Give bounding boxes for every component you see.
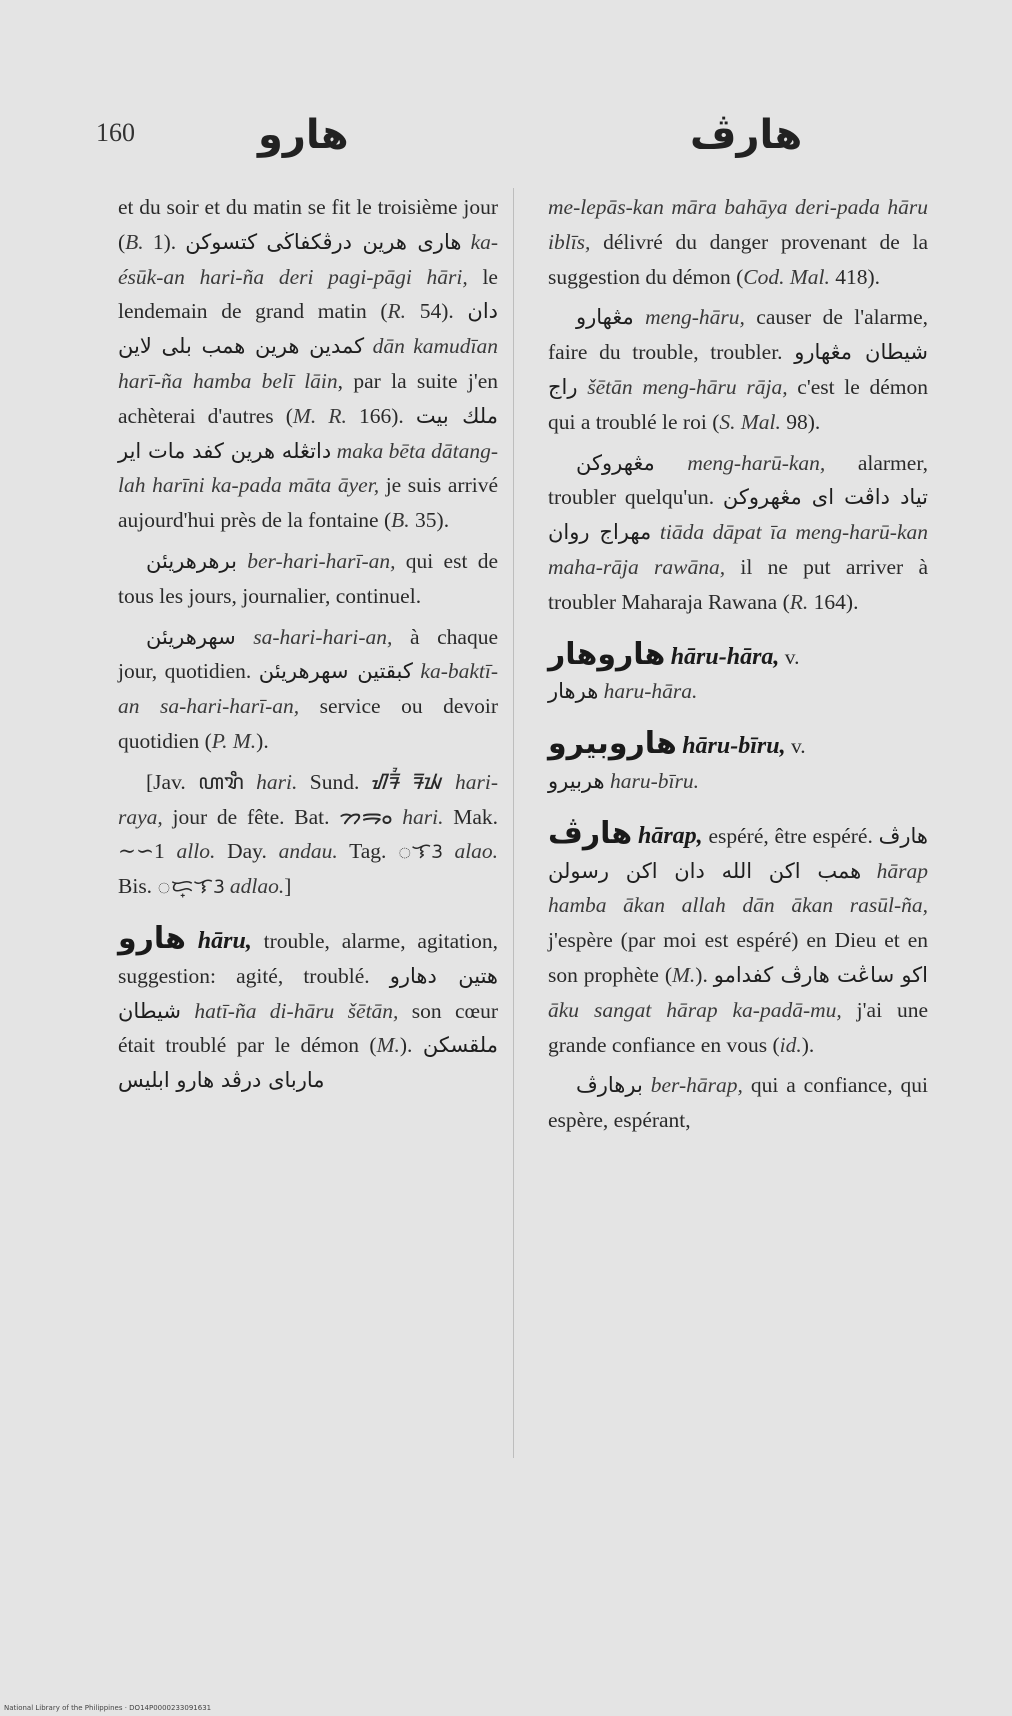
arabic-text: هارڤ همب اكن الله دان اكن رسولن <box>548 823 929 883</box>
headword: hāru, <box>197 927 252 954</box>
running-head-right: هارڤ <box>690 112 803 158</box>
transliteration: ka-ésūk-an hari-ña deri pagi-pāgi hāri, <box>118 229 499 289</box>
arabic-text: هتين دهارو شيطان <box>118 963 499 1023</box>
arabic-text: كتسوكن <box>185 229 258 254</box>
cognates: [Jav. ꦲꦫꦶ hari. Sund. ᮠᮛᮤ ᮛᮚ hari-raya, jour de fête. Bat. ᯂᯒᯪ hari. Mak. ∼∽1 allo. Day. andau. Tag. ᜀᜎᜂ alao. Bis. ᜀᜇ᜔ᜎᜂ adlao.] <box>118 769 499 899</box>
javanese-script-glyph: ꦲꦫꦶ <box>198 769 244 794</box>
entry-haru-biru: هاروبيرو hāru-bīru, v. هربيرو haru-bīru. <box>548 726 806 793</box>
tagalog-script-glyph: ᜀᜎᜂ <box>398 839 443 864</box>
transliteration: ber-hari-harī-an, <box>247 548 396 573</box>
entry-continuation: me-lepās-kan māra bahāya deri-pada hāru iblīs, délivré du danger provenant de la suggestion du démon (Cod. Mal. 418). <box>548 195 928 289</box>
transliteration: haru-bīru. <box>609 768 699 793</box>
headword: hāru-bīru, <box>682 733 786 760</box>
arabic-text: دان كمدين هرين همب بلى لاين <box>118 299 498 359</box>
transliteration: ber-hārap, <box>650 1073 743 1098</box>
makassar-script-glyph: ∼∽1 <box>118 839 165 864</box>
entry-harap: هارڤ hārap, espéré, être espéré. هارڤ همب اكن الله دان اكن رسولن hārap hamba ākan allah dān ākan rasūl-ña, j'espère (par moi est espéré) en Dieu et en son prophète (M.). اكو ساڠت هارڤ كفدامو āku sangat hārap ka-padā-mu, j'ai une grande confiance en vous (id.). <box>548 815 929 1057</box>
headword: hāru-hāra, <box>670 643 780 670</box>
headword: hārap, <box>637 822 703 849</box>
transliteration: maka bēta dātang-lah harīni ka-pada māta āyer, <box>118 438 499 498</box>
entry-haru-hara: هاروهار hāru-hāra, v. هرهار haru-hāra. <box>548 636 800 704</box>
left-column <box>118 190 498 1098</box>
arabic-text: برهارڤ <box>576 1073 643 1098</box>
transliteration: āku sangat hārap ka-padā-mu, <box>548 997 842 1022</box>
running-head-left: هارو <box>258 112 349 158</box>
headword-arabic: هاروهار <box>548 636 666 672</box>
transliteration: meng-harū-kan, <box>687 450 826 475</box>
headword-arabic: هارڤ <box>548 815 633 851</box>
entry-continuation: et du soir et du matin se fit le troisième jour (B. 1). كتسوكن هارى هرين درڤكفاڬى ka-ésūk-an hari-ña deri pagi-pāgi hāri, le lendemain de grand matin (R. 54). دان كمدين هرين همب بلى لاين dān kamudīan harī-ña hamba belī lāin, par la suite j'en achèterai d'autres (M. R. 166). ملك بيت داتڠله هرين كفد مات اير maka bēta dātang-lah harīni ka-pada māta āyer, je suis arrivé aujourd'hui près de la fontaine (B. 35). <box>118 195 499 533</box>
arabic-text: اكو ساڠت هارڤ كفدامو <box>713 962 929 987</box>
arabic-text: مڠهارو <box>576 305 634 330</box>
subentry: مڠهروكن meng-harū-kan, alarmer, troubler quelqu'un. تياد داڤت اى مڠهروكن مهراج روان tiāda dāpat īa meng-harū-kan maha-rāja rawāna, il ne put arriver à troubler Maharaja Rawana (R. 164). <box>548 450 929 614</box>
transliteration: sa-hari-hari-an, <box>253 624 393 649</box>
transliteration: meng-hāru, <box>645 305 745 330</box>
arabic-text: سهرهريئن <box>146 624 236 649</box>
arabic-text: تياد داڤت اى مڠهروكن مهراج روان <box>548 485 929 545</box>
transliteration: me-lepās-kan māra bahāya deri-pada hāru iblīs, <box>548 195 928 254</box>
arabic-text: ملقسكن مارباى درڤد هارو ابليس <box>118 1033 498 1093</box>
subentry: سهرهريئن sa-hari-hari-an, à chaque jour, quotidien. كبقتين سهرهريئن ka-baktī-an sa-hari-harī-an, service ou devoir quotidien (P. M.). <box>118 624 499 753</box>
right-column <box>548 190 928 1138</box>
transliteration: haru-hāra. <box>603 679 698 704</box>
arabic-text: برهرهريئن <box>146 548 237 573</box>
arabic-text: مڠهروكن <box>576 450 655 475</box>
subentry: مڠهارو meng-hāru, causer de l'alarme, faire du trouble, troubler. شيطان مڠهارو راج šētān meng-hāru rāja, c'est le démon qui a troublé le roi (S. Mal. 98). <box>548 305 929 434</box>
column-divider <box>513 188 514 1458</box>
arabic-text: ملك بيت داتڠله هرين كفد مات اير <box>118 403 498 463</box>
transliteration: ka-baktī-an sa-hari-harī-an, <box>118 659 499 719</box>
headword-arabic: هارو <box>118 920 186 956</box>
scan-footer: National Library of the Philippines · DO14P0000233091631 <box>4 1704 212 1712</box>
transliteration: hatī-ña di-hāru šētān, <box>194 998 399 1023</box>
transliteration: tiāda dāpat īa meng-harū-kan maha-rāja rawāna, <box>548 520 928 579</box>
transliteration: šētān meng-hāru rāja, <box>587 374 788 399</box>
batak-script-glyph: ᯂᯒᯪ <box>339 804 393 829</box>
transliteration: hārap hamba ākan allah dān ākan rasūl-ña, <box>548 858 928 918</box>
entry-haru: هارو hāru, trouble, alarme, agitation, suggestion: agité, troublé. هتين دهارو شيطان hatī-ña di-hāru šētān, son cœur était troublé par le démon (M.). ملقسكن مارباى درڤد هارو ابليس <box>118 920 499 1093</box>
arabic-text: شيطان مڠهارو راج <box>548 340 928 399</box>
arabic-text: هرهار <box>548 679 599 704</box>
page-number: 160 <box>96 118 135 147</box>
bisaya-script-glyph: ᜀᜇ᜔ᜎᜂ <box>157 874 225 899</box>
sundanese-script-glyph: ᮠᮛᮤ ᮛᮚ <box>371 769 443 794</box>
arabic-text: هربيرو <box>548 768 605 793</box>
transliteration: dān kamudīan harī-ña hamba belī lāin <box>118 334 498 393</box>
headword-arabic: هاروبيرو <box>548 726 677 762</box>
arabic-text: كبقتين سهرهريئن <box>258 659 413 684</box>
arabic-text: هارى هرين درڤكفاڬى <box>266 229 462 254</box>
subentry: برهارڤ ber-hārap, qui a confiance, qui espère, espérant, <box>548 1073 928 1133</box>
subentry: برهرهريئن ber-hari-harī-an, qui est de tous les jours, journalier, continuel. <box>118 548 499 608</box>
